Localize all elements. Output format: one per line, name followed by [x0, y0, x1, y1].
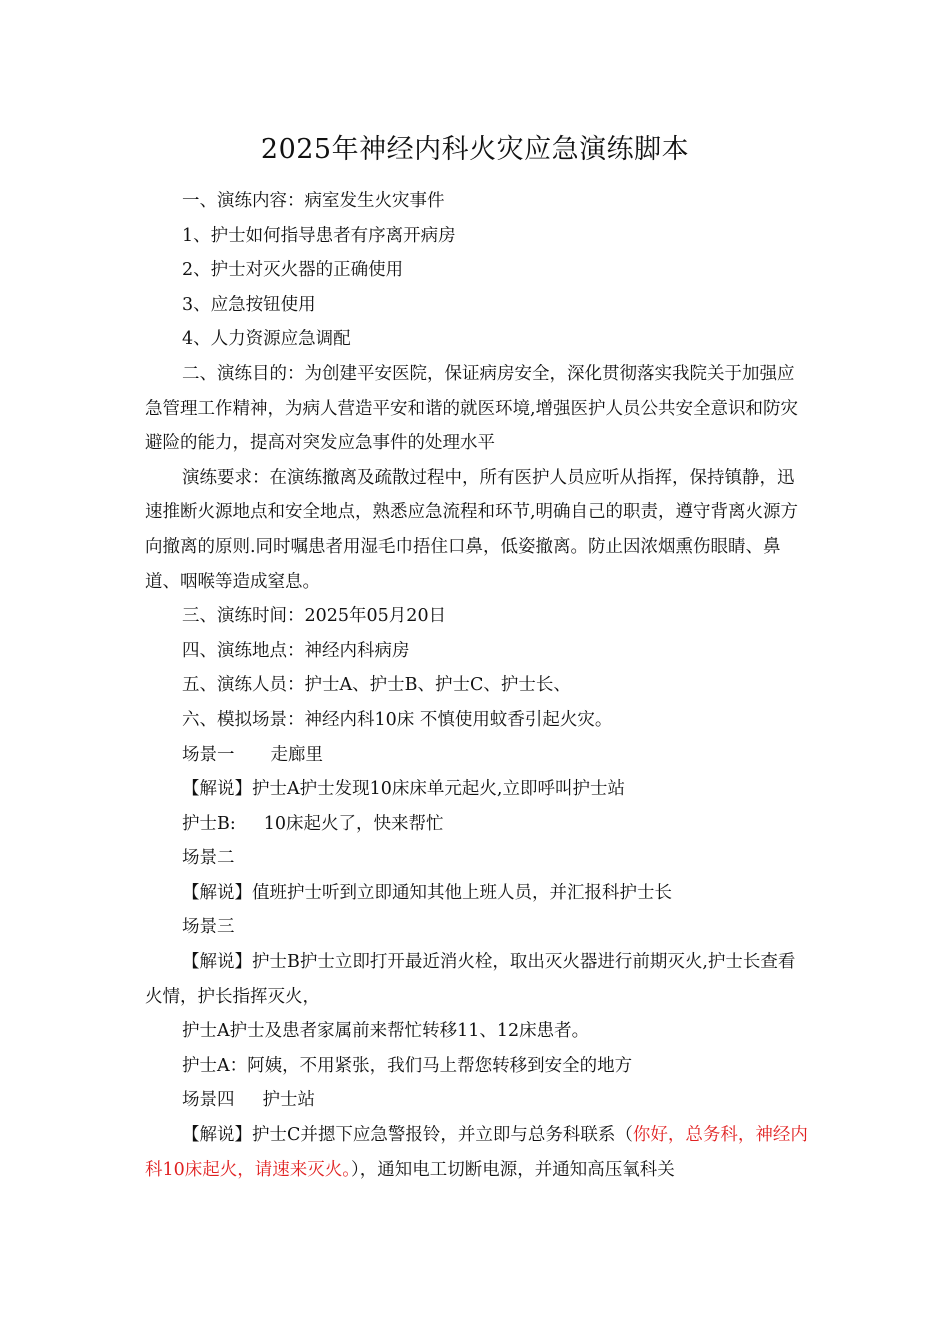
list-item-1: 1、护士如何指导患者有序离开病房 — [182, 225, 456, 246]
paragraph-transfer: 护士A护士及患者家属前来帮忙转移11、12床患者。 — [182, 1021, 590, 1042]
scene-one-label: 场景一 — [182, 744, 235, 765]
paragraph-drill-content: 一、演练内容：病室发生火灾事件 — [182, 191, 445, 211]
narration-4-end: ），通知电工切断电源，并通知高压氧科关 — [351, 1159, 675, 1180]
narration-4-start: 【解说】护士C并摁下应急警报铃，并立即与总务科联系（ — [182, 1125, 633, 1146]
narration-1: 【解说】护士A护士发现10床床单元起火,立即呼叫护士站 — [182, 779, 625, 800]
scene-three-heading: 场景三 — [182, 917, 235, 938]
scene-four-heading — [145, 1083, 810, 1118]
highlighted-call-text: 你好，总务科，神经内科10床起火，请速来灭火。 — [145, 1125, 808, 1180]
paragraph-drill-requirements: 演练要求：在演练撤离及疏散过程中，所有医护人员应听从指挥，保持镇静，迅速推断火源地点和安全地点，熟悉应急流程和环节,明确自己的职责，遵守背离火源方向撤离的原则.同时嘱患者用湿毛巾捂住口鼻，低姿撤离。防止因浓烟熏伤眼睛、鼻道、咽喉等造成窒息。 — [145, 467, 799, 592]
scene-one-place: 走廊里 — [270, 744, 323, 765]
paragraph-drill-purpose: 二、演练目的：为创建平安医院，保证病房安全，深化贯彻落实我院关于加强应急管理工作精神，为病人营造平安和谐的就医环境,增强医护人员公共安全意识和防灾避险的能力，提高对突发应急事件的处理水平 — [145, 363, 799, 454]
paragraph-drill-location: 四、演练地点：神经内科病房 — [182, 640, 410, 661]
narration-4 — [145, 1118, 810, 1187]
scene-one-heading — [145, 738, 810, 773]
paragraph-drill-time: 三、演练时间：2025年05月20日 — [182, 606, 447, 627]
paragraph-drill-personnel: 五、演练人员：护士A、护士B、护士C、护士长、 — [182, 675, 571, 696]
paragraph-simulated-scene: 六、模拟场景：神经内科10床 不慎使用蚊香引起火灾。 — [182, 709, 613, 730]
dialogue-nurse-b — [145, 807, 810, 842]
narration-2: 【解说】值班护士听到立即通知其他上班人员，并汇报科护士长 — [182, 882, 672, 903]
narration-3: 【解说】护士B护士立即打开最近消火栓，取出灭火器进行前期灭火,护士长查看火情，护长指挥灭火， — [145, 952, 796, 1007]
document-title: 2025年神经内科火灾应急演练脚本 — [260, 134, 690, 165]
dialogue-nurse-a: 护士A：阿姨，不用紧张，我们马上帮您转移到安全的地方 — [182, 1055, 633, 1076]
scene-two-heading: 场景二 — [182, 848, 235, 869]
list-item-2: 2、护士对灭火器的正确使用 — [182, 260, 404, 281]
scene-four-place: 护士站 — [262, 1090, 315, 1111]
speaker-nurse-b: 护士B: — [182, 813, 236, 834]
document-body — [145, 184, 810, 1187]
list-item-4: 4、人力资源应急调配 — [182, 329, 351, 350]
dialogue-text: 10床起火了，快来帮忙 — [263, 813, 444, 834]
list-item-3: 3、应急按钮使用 — [182, 294, 316, 315]
scene-four-label: 场景四 — [182, 1090, 235, 1111]
